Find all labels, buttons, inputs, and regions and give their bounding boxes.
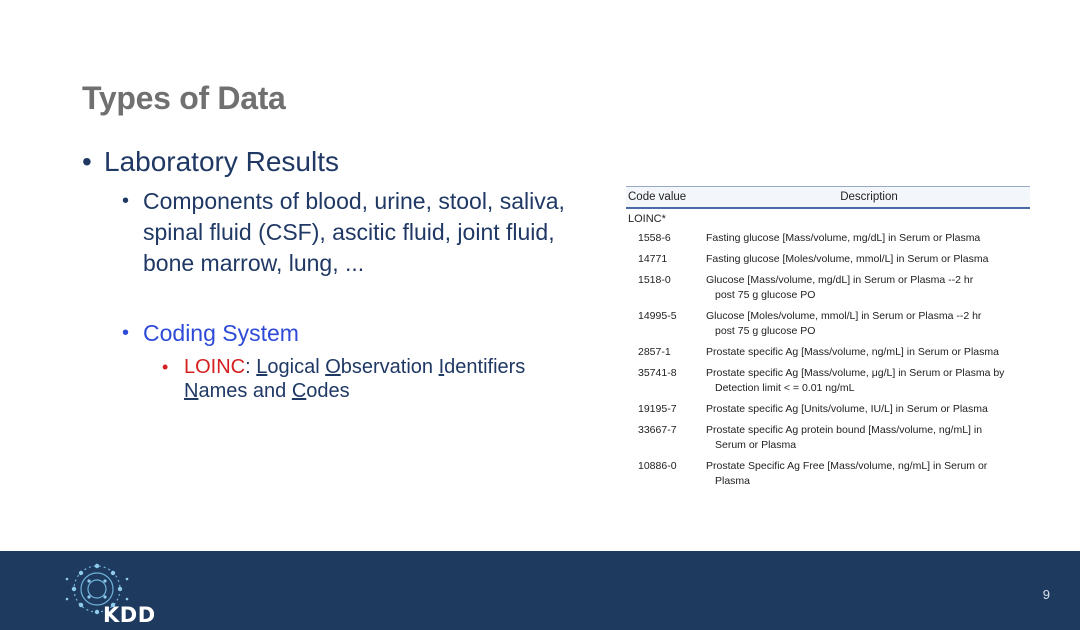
- cell-code-value: 10886-0: [638, 460, 677, 472]
- description-line-1: Prostate Specific Ag Free [Mass/volume, ng/mL] in Serum or: [706, 460, 988, 472]
- table-row: [626, 459, 1030, 489]
- page-number: 9: [1042, 587, 1050, 602]
- table-row: [626, 273, 1030, 303]
- bullet-dot: •: [122, 322, 130, 344]
- loinc-initial-i: I: [438, 356, 445, 378]
- loinc-word-observation: bservation: [340, 356, 439, 378]
- bullet-laboratory-results-text: Laboratory Results: [104, 146, 340, 177]
- table-row: [626, 252, 1030, 267]
- loinc-table: [626, 186, 1030, 495]
- logo-text: KDD: [103, 603, 156, 627]
- cell-code-value: 14995-5: [638, 310, 677, 322]
- table-row: [626, 402, 1030, 417]
- bullet-dot: •: [82, 146, 92, 177]
- description-line-2: Serum or Plasma: [715, 439, 797, 451]
- description-line-1: Fasting glucose [Mass/volume, mg/dL] in Serum or Plasma: [706, 232, 981, 244]
- cell-description: [706, 273, 1030, 303]
- header-code-value: Code value: [628, 191, 687, 203]
- cell-description: [706, 366, 1030, 396]
- bullet-laboratory-results: [82, 144, 339, 180]
- cell-description: [706, 345, 1030, 360]
- bullet-coding-system-text: Coding System: [143, 320, 299, 346]
- table-row: [626, 231, 1030, 246]
- description-line-2: post 75 g glucose PO: [715, 325, 816, 337]
- cell-code-value: 2857-1: [638, 346, 671, 358]
- loinc-acronym: LOINC: [184, 356, 246, 378]
- loinc-initial-n: N: [184, 380, 199, 402]
- description-line-1: Prostate specific Ag [Units/volume, IU/L] in Serum or Plasma: [706, 403, 988, 415]
- cell-code-value: 33667-7: [638, 424, 677, 436]
- loinc-initial-c: C: [291, 380, 307, 402]
- cell-description: [706, 459, 1030, 489]
- cell-description: [706, 252, 1030, 267]
- description-line-1: Fasting glucose [Moles/volume, mmol/L] in Serum or Plasma: [706, 253, 989, 265]
- loinc-word-logical: ogical: [267, 356, 326, 378]
- header-description: Description: [840, 191, 898, 203]
- cell-description: [706, 402, 1030, 417]
- cell-description: [706, 309, 1030, 339]
- description-line-1: Glucose [Mass/volume, mg/dL] in Serum or Plasma --2 hr: [706, 274, 974, 286]
- bullet-loinc: [162, 355, 564, 403]
- cell-description: [706, 231, 1030, 246]
- loinc-word-identifiers: dentifiers: [444, 356, 526, 378]
- table-row: [626, 366, 1030, 396]
- bullet-loinc-text: [184, 355, 564, 403]
- description-line-2: Plasma: [715, 475, 751, 487]
- cell-code-value: 1518-0: [638, 274, 671, 286]
- description-line-1: Prostate specific Ag protein bound [Mass/volume, ng/mL] in: [706, 424, 983, 436]
- loinc-word-names: ames and: [198, 380, 292, 402]
- description-line-1: Prostate specific Ag [Mass/volume, μg/L] in Serum or Plasma by: [706, 367, 1005, 379]
- bullet-dot: •: [122, 190, 130, 212]
- cell-code-value: 35741-8: [638, 367, 677, 379]
- cell-code-value: 14771: [638, 253, 668, 265]
- slide-title: Types of Data: [82, 80, 286, 116]
- description-line-2: post 75 g glucose PO: [715, 289, 816, 301]
- table-row: [626, 309, 1030, 339]
- table-group-label: LOINC*: [628, 213, 666, 225]
- table-body: [626, 231, 1030, 489]
- bullet-dot: •: [162, 357, 169, 377]
- table-header: [626, 186, 1030, 209]
- cell-code-value: 1558-6: [638, 232, 671, 244]
- description-line-1: Prostate specific Ag [Mass/volume, ng/mL] in Serum or Plasma: [706, 346, 999, 358]
- cell-description: [706, 423, 1030, 453]
- bullet-coding-system: [122, 318, 583, 349]
- description-line-1: Glucose [Moles/volume, mmol/L] in Serum or Plasma --2 hr: [706, 310, 982, 322]
- description-line-2: Detection limit < = 0.01 ng/mL: [715, 382, 855, 394]
- cell-code-value: 19195-7: [638, 403, 677, 415]
- footer-bar: [0, 551, 1080, 630]
- loinc-colon: :: [245, 356, 257, 378]
- loinc-initial-l: L: [256, 356, 268, 378]
- table-row: [626, 345, 1030, 360]
- bullet-components: [122, 186, 583, 279]
- bullet-components-text: Components of blood, urine, stool, saliva, spinal fluid (CSF), ascitic fluid, joint fluid, bone marrow, lung, ...: [143, 188, 565, 276]
- loinc-initial-o: O: [325, 356, 341, 378]
- table-row: [626, 423, 1030, 453]
- loinc-word-codes: odes: [306, 380, 350, 402]
